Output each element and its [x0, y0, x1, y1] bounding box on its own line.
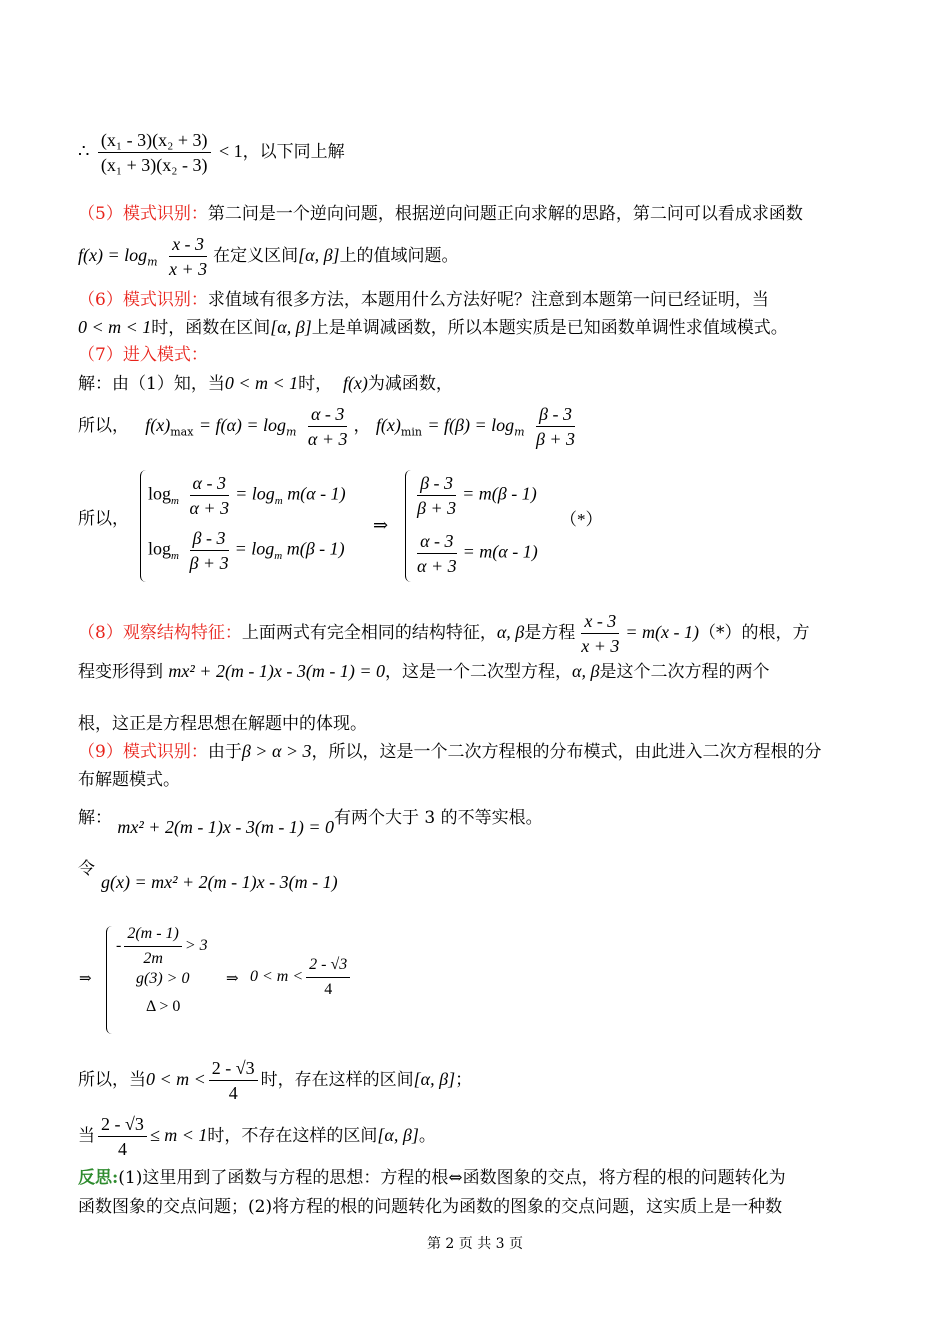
result-lhs: 0 < m < [250, 968, 304, 986]
rhs: = m(α - 1) [462, 541, 538, 562]
log-base: m [286, 425, 297, 439]
fraction-numerator: α - 3 [308, 404, 347, 427]
alpha-beta: α, β [496, 622, 525, 642]
fraction-numerator: (x₁ - 3)(x₂ + 3) [98, 130, 211, 153]
fraction-numerator: 2 - √3 [98, 1114, 147, 1137]
fmin-eq: = f(β) = log [427, 415, 515, 435]
section9-line2: 布解题模式。 [78, 770, 180, 790]
text: (1)这里用到了函数与方程的思想：方程的根⇔函数图象的交点，将方程的根的问题转化为 [118, 1168, 786, 1188]
quadratic-equation: mx² + 2(m - 1)x - 3(m - 1) = 0 [117, 817, 335, 837]
result [250, 955, 353, 1000]
text: 程变形得到 [78, 662, 163, 682]
section5-line1 [78, 203, 803, 225]
text: ； [455, 1070, 473, 1090]
text: 是方程 [524, 623, 576, 643]
fraction-numerator: x - 3 [169, 234, 207, 257]
formula-fraction [166, 234, 210, 279]
text: 所以，当 [78, 1070, 146, 1090]
section7-extrema [78, 404, 581, 449]
section7-label-line [78, 344, 208, 366]
star-mark: （*） [560, 510, 603, 529]
so-label: 所以， [78, 509, 129, 529]
conclusion-line2 [78, 1114, 436, 1159]
quadratic-equation: mx² + 2(m - 1)x - 3(m - 1) = 0 [168, 661, 386, 681]
section8-line1 [78, 611, 810, 656]
condition: 0 < m < 1 [78, 317, 152, 337]
sub: max [170, 425, 194, 439]
reflection-line2: 函数图象的交点问题；(2)将方程的根的问题转化为函数的图象的交点问题，这实质上是一种数 [78, 1197, 783, 1217]
fraction-numerator: 2(m - 1) [124, 924, 182, 947]
fraction-numerator: β - 3 [190, 528, 229, 551]
fraction-numerator: β - 3 [417, 473, 456, 496]
minus: - [116, 937, 122, 955]
fraction [306, 955, 350, 1000]
relation: > 3 [184, 937, 208, 955]
condition1 [116, 924, 208, 969]
text: 解：由（1）知，当 [78, 374, 225, 394]
section5-label: （5）模式识别： [78, 204, 208, 224]
rhs: m(α - 1) [287, 483, 346, 504]
interval: [α, β] [413, 1069, 456, 1089]
fraction-numerator: α - 3 [417, 531, 456, 554]
implies-arrow: ⇒ [79, 971, 92, 987]
g-definition: g(x) = mx² + 2(m - 1)x - 3(m - 1) [101, 872, 338, 892]
line-inequality [78, 130, 345, 175]
comma: ， [353, 416, 371, 436]
text: （*）的根，方 [699, 623, 810, 643]
section5-line2 [78, 234, 459, 279]
fraction-numerator: 2 - √3 [306, 955, 350, 978]
section9-label: （9）模式识别： [78, 742, 208, 762]
section5-text: 第二问是一个逆向问题，根据逆向问题正向求解的思路，第二问可以看成求函数 [207, 204, 803, 224]
fraction-denominator: 4 [117, 1139, 127, 1159]
section9-solution [78, 806, 543, 837]
condition3: Δ > 0 [146, 998, 181, 1015]
rhs: m(β - 1) [286, 538, 345, 559]
fraction [414, 473, 459, 518]
rhs: = m(x - 1) [625, 622, 700, 642]
implies-arrow-2: ⇒ [226, 971, 239, 987]
page-footer: 第 2 页 共 3 页 [426, 1236, 524, 1252]
fraction-denominator: 2m [143, 950, 163, 967]
text: 上面两式有完全相同的结构特征， [241, 623, 497, 643]
text: 上的值域问题。 [339, 246, 459, 266]
fraction-denominator: 4 [228, 1083, 238, 1103]
log-base: m [514, 425, 525, 439]
section8-label: （8）观察结构特征： [78, 623, 242, 643]
conclusion-line1 [78, 1058, 472, 1103]
condition: ≤ m < 1 [149, 1125, 208, 1145]
formula-fx-log: f(x) = log [78, 245, 148, 265]
interval: [α, β] [298, 245, 340, 265]
fmax-fraction [305, 404, 351, 449]
fmax-eq: = f(α) = log [198, 415, 287, 435]
fraction-x1x2 [98, 130, 211, 175]
text: 由于 [207, 742, 242, 762]
left-brace-3 [106, 926, 115, 1034]
fmin-fraction [533, 404, 578, 449]
section8-line3: 根，这正是方程思想在解题中的体现。 [78, 714, 367, 734]
fraction-denominator: β + 3 [189, 553, 229, 573]
system2-eq2 [411, 531, 538, 576]
fraction [124, 924, 182, 969]
fraction [209, 1058, 258, 1103]
text: 时，函数在区间 [151, 318, 271, 338]
text: ，所以，这是一个二次方程根的分布模式，由此进入二次方程根的分 [311, 742, 822, 762]
condition: β > α > 3 [241, 741, 312, 761]
text: 当 [78, 1126, 95, 1146]
condition2: g(3) > 0 [136, 970, 190, 987]
section6-label: （6）模式识别： [78, 290, 208, 310]
text: 在定义区间 [213, 246, 299, 266]
rhs: = m(β - 1) [462, 483, 537, 504]
therefore-symbol: ∴ [78, 141, 90, 161]
fraction [578, 611, 622, 656]
text: ，以下同上解 [242, 142, 345, 162]
fraction-denominator: x + 3 [581, 636, 620, 656]
fraction-denominator: 4 [324, 981, 333, 998]
system1-eq1: $\log_m$ $\frac{\alpha - 3}{\alpha + 3}$ = $\log_m m(\alpha - 1)$ [148, 473, 346, 518]
condition: 0 < m < 1 [224, 373, 299, 393]
fraction-numerator: 2 - √3 [209, 1058, 258, 1081]
section6-text: 求值域有很多方法，本题用什么方法好呢？注意到本题第一问已经证明，当 [207, 290, 769, 310]
text: ，这是一个二次型方程， [385, 662, 573, 682]
section7-solution [78, 372, 453, 395]
log-base: m [147, 255, 158, 269]
relation: < 1 [218, 141, 243, 161]
text: 解： [78, 808, 112, 828]
text: 有两个大于 3 的不等实根。 [334, 808, 543, 828]
fraction-denominator: (x₁ + 3)(x₂ - 3) [100, 155, 208, 175]
condition: 0 < m < [146, 1069, 206, 1089]
fmax: f(x) [145, 415, 171, 435]
system2-eq1 [411, 473, 537, 518]
text: 时，不存在这样的区间 [207, 1126, 378, 1146]
fraction-numerator: α - 3 [190, 473, 229, 496]
fraction [414, 531, 460, 576]
fraction [98, 1114, 147, 1159]
reflection-label: 反思: [78, 1168, 119, 1188]
text: 上是单调减函数，所以本题实质是已知函数单调性求值域模式。 [311, 318, 788, 338]
function-fx: f(x) [342, 373, 368, 393]
fraction-denominator: α + 3 [417, 556, 457, 576]
text: 时， [298, 374, 333, 394]
fraction-denominator: β + 3 [535, 429, 576, 449]
interval: [α, β] [377, 1125, 419, 1145]
sub: min [400, 425, 422, 439]
text: 时，存在这样的区间 [260, 1070, 414, 1090]
reflection-line1 [78, 1167, 786, 1189]
fraction-denominator: x + 3 [168, 259, 208, 279]
fmin: f(x) [375, 415, 401, 435]
rhs-log: = log [235, 483, 275, 504]
text: 。 [418, 1126, 436, 1146]
section7-label: （7）进入模式： [78, 345, 208, 365]
interval: [α, β] [270, 317, 312, 337]
fraction-numerator: β - 3 [536, 404, 575, 427]
fraction-numerator: x - 3 [581, 611, 619, 634]
fraction-denominator: α + 3 [307, 429, 348, 449]
fraction [186, 528, 231, 573]
implies-arrow: ⇒ [373, 515, 389, 535]
section8-line2 [78, 660, 769, 683]
let-label: 令 [78, 859, 95, 879]
text: 所以， [78, 416, 129, 436]
fraction-denominator: β + 3 [417, 498, 457, 518]
fraction-denominator: α + 3 [189, 498, 230, 518]
alpha-beta: α, β [572, 661, 600, 681]
fraction [186, 473, 232, 518]
rhs-log: = log [234, 538, 275, 559]
system1-eq2: $\log_m$ $\frac{\beta - 3}{\beta + 3}$ = $\log_m m(\beta - 1)$ [148, 528, 345, 573]
section6-line2 [78, 316, 788, 339]
text: 为减函数， [367, 374, 453, 394]
text: 是这个二次方程的两个 [599, 662, 770, 682]
section9-line1 [78, 740, 822, 763]
section6-line1 [78, 289, 769, 311]
